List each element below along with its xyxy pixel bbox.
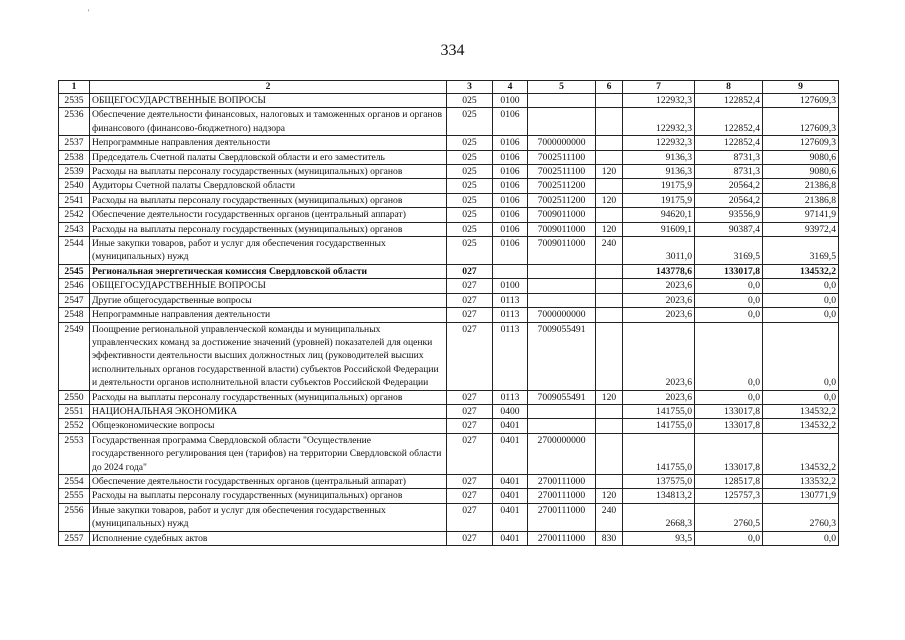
- section-code-cell: 0401: [493, 433, 528, 474]
- chapter-code-cell: 025: [447, 108, 493, 136]
- row-number-cell: 2535: [59, 94, 90, 108]
- row-name-cell: ОБЩЕГОСУДАРСТВЕННЫЕ ВОПРОСЫ: [90, 94, 447, 108]
- row-number-cell: 2550: [59, 390, 90, 404]
- amount-col8-cell: 90387,4: [695, 222, 763, 236]
- chapter-code-cell: 027: [447, 279, 493, 293]
- section-code-cell: 0401: [493, 419, 528, 433]
- amount-col7-cell: 94620,1: [623, 208, 695, 222]
- amount-col7-cell: 2023,6: [623, 293, 695, 307]
- section-code-cell: 0106: [493, 208, 528, 222]
- section-code-cell: 0113: [493, 322, 528, 390]
- table-row: [59, 279, 839, 293]
- amount-col8-cell: 8731,3: [695, 150, 763, 164]
- amount-col9-cell: 9080,6: [763, 150, 839, 164]
- amount-col9-cell: 0,0: [763, 308, 839, 322]
- amount-col7-cell: 19175,9: [623, 193, 695, 207]
- budget-table: [58, 80, 839, 546]
- section-code-cell: 0106: [493, 165, 528, 179]
- table-row: [59, 474, 839, 488]
- row-name-cell: Расходы на выплаты персоналу государственных (муниципальных) органов: [90, 222, 447, 236]
- expense-type-cell: [596, 264, 623, 278]
- amount-col7-cell: 91609,1: [623, 222, 695, 236]
- amount-col7-cell: 93,5: [623, 531, 695, 545]
- target-article-cell: [528, 108, 596, 136]
- row-number-cell: 2547: [59, 293, 90, 307]
- table-row: [59, 94, 839, 108]
- chapter-code-cell: 027: [447, 308, 493, 322]
- amount-col9-cell: 97141,9: [763, 208, 839, 222]
- expense-type-cell: [596, 419, 623, 433]
- amount-col7-cell: 122932,3: [623, 108, 695, 136]
- row-number-cell: 2542: [59, 208, 90, 222]
- amount-col8-cell: 93556,9: [695, 208, 763, 222]
- target-article-cell: 2700111000: [528, 489, 596, 503]
- row-number-cell: 2541: [59, 193, 90, 207]
- table-row: [59, 390, 839, 404]
- amount-col9-cell: 21386,8: [763, 179, 839, 193]
- target-article-cell: 7002511100: [528, 165, 596, 179]
- amount-col8-cell: 0,0: [695, 279, 763, 293]
- amount-col8-cell: 20564,2: [695, 179, 763, 193]
- target-article-cell: [528, 264, 596, 278]
- section-code-cell: 0106: [493, 179, 528, 193]
- table-row: [59, 237, 839, 265]
- amount-col9-cell: 9080,6: [763, 165, 839, 179]
- section-code-cell: 0401: [493, 503, 528, 531]
- amount-col7-cell: 122932,3: [623, 136, 695, 150]
- chapter-code-cell: 027: [447, 503, 493, 531]
- chapter-code-cell: 027: [447, 433, 493, 474]
- col-header: 7: [623, 81, 695, 94]
- table-row: [59, 136, 839, 150]
- expense-type-cell: [596, 322, 623, 390]
- row-number-cell: 2537: [59, 136, 90, 150]
- row-name-cell: Расходы на выплаты персоналу государственных (муниципальных) органов: [90, 489, 447, 503]
- row-name-cell: Иные закупки товаров, работ и услуг для обеспечения государственных (муниципальных) нужд: [90, 237, 447, 265]
- row-name-cell: Расходы на выплаты персоналу государственных (муниципальных) органов: [90, 165, 447, 179]
- row-name-cell: Другие общегосударственные вопросы: [90, 293, 447, 307]
- amount-col7-cell: 141755,0: [623, 419, 695, 433]
- chapter-code-cell: 027: [447, 474, 493, 488]
- amount-col8-cell: 133017,8: [695, 433, 763, 474]
- chapter-code-cell: 027: [447, 419, 493, 433]
- amount-col9-cell: 127609,3: [763, 94, 839, 108]
- row-number-cell: 2554: [59, 474, 90, 488]
- target-article-cell: 7002511100: [528, 150, 596, 164]
- target-article-cell: [528, 279, 596, 293]
- expense-type-cell: 120: [596, 165, 623, 179]
- target-article-cell: [528, 419, 596, 433]
- row-name-cell: Иные закупки товаров, работ и услуг для обеспечения государственных (муниципальных) нужд: [90, 503, 447, 531]
- table-row: [59, 419, 839, 433]
- amount-col7-cell: 122932,3: [623, 94, 695, 108]
- expense-type-cell: [596, 404, 623, 418]
- col-header: 4: [493, 81, 528, 94]
- col-header: 1: [59, 81, 90, 94]
- amount-col8-cell: 122852,4: [695, 108, 763, 136]
- amount-col9-cell: 127609,3: [763, 136, 839, 150]
- target-article-cell: [528, 94, 596, 108]
- amount-col8-cell: 133017,8: [695, 404, 763, 418]
- target-article-cell: [528, 404, 596, 418]
- amount-col9-cell: 0,0: [763, 531, 839, 545]
- expense-type-cell: [596, 208, 623, 222]
- section-code-cell: 0106: [493, 222, 528, 236]
- section-code-cell: 0113: [493, 390, 528, 404]
- chapter-code-cell: 025: [447, 193, 493, 207]
- amount-col9-cell: 127609,3: [763, 108, 839, 136]
- row-name-cell: Поощрение региональной управленческой команды и муниципальных управленческих команд за достижение значений (уровней) показателей для оценки эффективности деятельности высших должностных лиц (руководителей высших исполнительных органов государственной власти) субъектов Российской Федерации и деятельности органов исполнительной власти субъектов Российской Федерации: [90, 322, 447, 390]
- amount-col8-cell: 122852,4: [695, 94, 763, 108]
- expense-type-cell: [596, 474, 623, 488]
- target-article-cell: 7009055491: [528, 390, 596, 404]
- row-name-cell: НАЦИОНАЛЬНАЯ ЭКОНОМИКА: [90, 404, 447, 418]
- row-number-cell: 2536: [59, 108, 90, 136]
- row-name-cell: Непрограммные направления деятельности: [90, 308, 447, 322]
- target-article-cell: 2700111000: [528, 503, 596, 531]
- scan-mark: ': [88, 8, 90, 17]
- amount-col7-cell: 9136,3: [623, 150, 695, 164]
- chapter-code-cell: 025: [447, 222, 493, 236]
- row-number-cell: 2551: [59, 404, 90, 418]
- amount-col9-cell: 130771,9: [763, 489, 839, 503]
- section-code-cell: 0106: [493, 136, 528, 150]
- target-article-cell: 7009055491: [528, 322, 596, 390]
- chapter-code-cell: 025: [447, 94, 493, 108]
- row-number-cell: 2555: [59, 489, 90, 503]
- amount-col8-cell: 128517,8: [695, 474, 763, 488]
- section-code-cell: 0113: [493, 293, 528, 307]
- amount-col7-cell: 9136,3: [623, 165, 695, 179]
- expense-type-cell: [596, 150, 623, 164]
- chapter-code-cell: 025: [447, 150, 493, 164]
- row-number-cell: 2556: [59, 503, 90, 531]
- amount-col8-cell: 3169,5: [695, 237, 763, 265]
- chapter-code-cell: 027: [447, 264, 493, 278]
- amount-col9-cell: 133532,2: [763, 474, 839, 488]
- col-header: 5: [528, 81, 596, 94]
- row-name-cell: Государственная программа Свердловской области "Осуществление государственного регулирования цен (тарифов) на территории Свердловской области до 2024 года": [90, 433, 447, 474]
- chapter-code-cell: 027: [447, 404, 493, 418]
- amount-col7-cell: 134813,2: [623, 489, 695, 503]
- row-name-cell: Расходы на выплаты персоналу государственных (муниципальных) органов: [90, 390, 447, 404]
- table-row: [59, 503, 839, 531]
- expense-type-cell: [596, 308, 623, 322]
- col-header: 6: [596, 81, 623, 94]
- amount-col7-cell: 19175,9: [623, 179, 695, 193]
- row-name-cell: Обеспечение деятельности государственных органов (центральный аппарат): [90, 208, 447, 222]
- table-row: [59, 404, 839, 418]
- row-number-cell: 2538: [59, 150, 90, 164]
- table-row: [59, 150, 839, 164]
- amount-col7-cell: 2023,6: [623, 308, 695, 322]
- amount-col9-cell: 3169,5: [763, 237, 839, 265]
- expense-type-cell: 120: [596, 489, 623, 503]
- expense-type-cell: [596, 433, 623, 474]
- col-header: 2: [90, 81, 447, 94]
- section-code-cell: 0100: [493, 94, 528, 108]
- section-code-cell: 0401: [493, 474, 528, 488]
- row-number-cell: 2553: [59, 433, 90, 474]
- row-name-cell: Исполнение судебных актов: [90, 531, 447, 545]
- section-code-cell: 0113: [493, 308, 528, 322]
- chapter-code-cell: 025: [447, 136, 493, 150]
- expense-type-cell: [596, 94, 623, 108]
- amount-col9-cell: 0,0: [763, 322, 839, 390]
- table-row: [59, 264, 839, 278]
- amount-col8-cell: 125757,3: [695, 489, 763, 503]
- amount-col9-cell: 134532,2: [763, 433, 839, 474]
- amount-col9-cell: 0,0: [763, 390, 839, 404]
- chapter-code-cell: 025: [447, 208, 493, 222]
- row-name-cell: Обеспечение деятельности финансовых, налоговых и таможенных органов и органов финансового (финансово-бюджетного) надзора: [90, 108, 447, 136]
- col-header: 3: [447, 81, 493, 94]
- amount-col9-cell: 21386,8: [763, 193, 839, 207]
- amount-col9-cell: 2760,3: [763, 503, 839, 531]
- amount-col8-cell: 0,0: [695, 390, 763, 404]
- amount-col7-cell: 2668,3: [623, 503, 695, 531]
- section-code-cell: 0106: [493, 237, 528, 265]
- page-number: 334: [440, 42, 465, 59]
- chapter-code-cell: 027: [447, 390, 493, 404]
- row-name-cell: Обеспечение деятельности государственных органов (центральный аппарат): [90, 474, 447, 488]
- target-article-cell: 2700111000: [528, 531, 596, 545]
- amount-col8-cell: 0,0: [695, 531, 763, 545]
- row-number-cell: 2557: [59, 531, 90, 545]
- table-row: [59, 322, 839, 390]
- amount-col8-cell: 122852,4: [695, 136, 763, 150]
- expense-type-cell: 120: [596, 390, 623, 404]
- table-row: [59, 165, 839, 179]
- target-article-cell: 7000000000: [528, 308, 596, 322]
- section-code-cell: 0401: [493, 531, 528, 545]
- chapter-code-cell: 025: [447, 165, 493, 179]
- row-name-cell: Непрограммные направления деятельности: [90, 136, 447, 150]
- amount-col9-cell: 93972,4: [763, 222, 839, 236]
- table-row: [59, 208, 839, 222]
- amount-col7-cell: 2023,6: [623, 279, 695, 293]
- amount-col9-cell: 0,0: [763, 279, 839, 293]
- target-article-cell: 7002511200: [528, 193, 596, 207]
- amount-col7-cell: 3011,0: [623, 237, 695, 265]
- amount-col8-cell: 133017,8: [695, 264, 763, 278]
- row-number-cell: 2548: [59, 308, 90, 322]
- amount-col8-cell: 133017,8: [695, 419, 763, 433]
- amount-col8-cell: 0,0: [695, 293, 763, 307]
- chapter-code-cell: 027: [447, 293, 493, 307]
- row-number-cell: 2552: [59, 419, 90, 433]
- expense-type-cell: 120: [596, 193, 623, 207]
- row-number-cell: 2543: [59, 222, 90, 236]
- table-row: [59, 308, 839, 322]
- row-name-cell: Расходы на выплаты персоналу государственных (муниципальных) органов: [90, 193, 447, 207]
- section-code-cell: 0401: [493, 489, 528, 503]
- amount-col7-cell: 137575,0: [623, 474, 695, 488]
- section-code-cell: 0106: [493, 150, 528, 164]
- table-row: [59, 293, 839, 307]
- col-header: 9: [763, 81, 839, 94]
- amount-col7-cell: 141755,0: [623, 433, 695, 474]
- table-row: [59, 193, 839, 207]
- chapter-code-cell: 027: [447, 322, 493, 390]
- row-name-cell: Аудиторы Счетной палаты Свердловской области: [90, 179, 447, 193]
- table-row: [59, 179, 839, 193]
- col-header: 8: [695, 81, 763, 94]
- target-article-cell: 2700000000: [528, 433, 596, 474]
- table-row: [59, 108, 839, 136]
- table-row: [59, 531, 839, 545]
- row-number-cell: 2546: [59, 279, 90, 293]
- expense-type-cell: [596, 179, 623, 193]
- table-row: [59, 222, 839, 236]
- section-code-cell: 0100: [493, 279, 528, 293]
- row-name-cell: Председатель Счетной палаты Свердловской области и его заместитель: [90, 150, 447, 164]
- expense-type-cell: 240: [596, 503, 623, 531]
- row-number-cell: 2544: [59, 237, 90, 265]
- expense-type-cell: [596, 293, 623, 307]
- chapter-code-cell: 025: [447, 237, 493, 265]
- expense-type-cell: [596, 136, 623, 150]
- target-article-cell: 2700111000: [528, 474, 596, 488]
- amount-col7-cell: 143778,6: [623, 264, 695, 278]
- amount-col8-cell: 20564,2: [695, 193, 763, 207]
- expense-type-cell: [596, 279, 623, 293]
- amount-col7-cell: 2023,6: [623, 390, 695, 404]
- amount-col7-cell: 141755,0: [623, 404, 695, 418]
- amount-col8-cell: 2760,5: [695, 503, 763, 531]
- expense-type-cell: [596, 108, 623, 136]
- amount-col9-cell: 0,0: [763, 293, 839, 307]
- section-code-cell: 0106: [493, 108, 528, 136]
- expense-type-cell: 830: [596, 531, 623, 545]
- target-article-cell: 7000000000: [528, 136, 596, 150]
- target-article-cell: 7002511200: [528, 179, 596, 193]
- table-row: [59, 433, 839, 474]
- table-row: [59, 489, 839, 503]
- row-name-cell: ОБЩЕГОСУДАРСТВЕННЫЕ ВОПРОСЫ: [90, 279, 447, 293]
- row-number-cell: 2539: [59, 165, 90, 179]
- target-article-cell: 7009011000: [528, 222, 596, 236]
- amount-col9-cell: 134532,2: [763, 264, 839, 278]
- target-article-cell: 7009011000: [528, 237, 596, 265]
- amount-col7-cell: 2023,6: [623, 322, 695, 390]
- section-code-cell: 0106: [493, 193, 528, 207]
- target-article-cell: 7009011000: [528, 208, 596, 222]
- chapter-code-cell: 027: [447, 489, 493, 503]
- row-number-cell: 2549: [59, 322, 90, 390]
- expense-type-cell: 240: [596, 237, 623, 265]
- amount-col8-cell: 0,0: [695, 322, 763, 390]
- amount-col9-cell: 134532,2: [763, 404, 839, 418]
- header-row: [59, 81, 839, 94]
- chapter-code-cell: 025: [447, 179, 493, 193]
- section-code-cell: [493, 264, 528, 278]
- amount-col8-cell: 0,0: [695, 308, 763, 322]
- amount-col8-cell: 8731,3: [695, 165, 763, 179]
- expense-type-cell: 120: [596, 222, 623, 236]
- row-name-cell: Общеэкономические вопросы: [90, 419, 447, 433]
- row-number-cell: 2545: [59, 264, 90, 278]
- amount-col9-cell: 134532,2: [763, 419, 839, 433]
- target-article-cell: [528, 293, 596, 307]
- chapter-code-cell: 027: [447, 531, 493, 545]
- row-name-cell: Региональная энергетическая комиссия Свердловской области: [90, 264, 447, 278]
- row-number-cell: 2540: [59, 179, 90, 193]
- section-code-cell: 0400: [493, 404, 528, 418]
